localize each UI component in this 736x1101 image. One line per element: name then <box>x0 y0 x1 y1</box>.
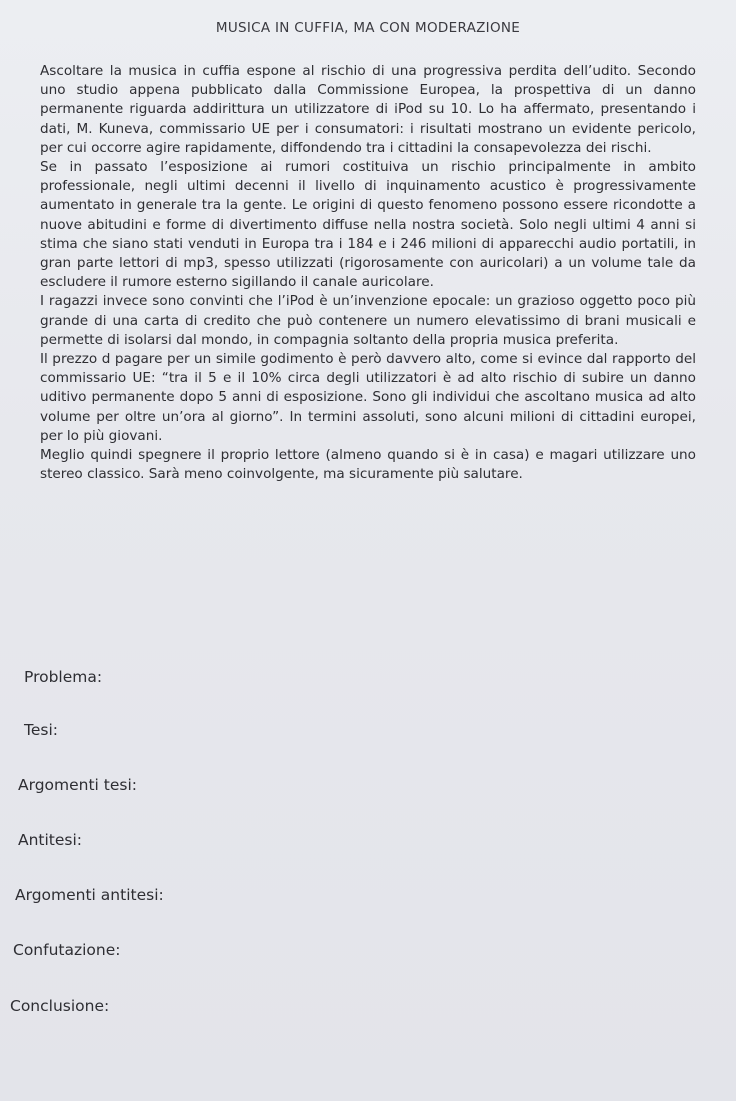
prompt-problema: Problema: <box>24 668 103 686</box>
paragraph-4: Il prezzo d pagare per un simile godimento è però davvero alto, come si evince dal rapporto del commissario UE: “tra il 5 e il 10% circa degli utilizzatori è ad alto rischio di subire un danno uditivo permanente dopo 5 anni di esposizione. Sono gli individui che ascoltano musica ad alto volume per oltre un’ora al giorno”. In termini assoluti, sono alcuni milioni di cittadini europei, per lo più giovani. <box>40 351 696 444</box>
prompt-tesi: Tesi: <box>24 721 58 739</box>
paragraph-1: Ascoltare la musica in cuffia espone al rischio di una progressiva perdita dell’udito. Secondo uno studio appena pubblicato dalla Commissione Europea, la prospettiva di un danno permanente riguarda addirittura un utilizzatore di iPod su 10. Lo ha affermato, presentando i dati, M. Kuneva, commissario UE per i consumatori: i risultati mostrano un evidente pericolo, per cui occorre agire rapidamente, diffondendo tra i cittadini la consapevolezza dei rischi. <box>40 63 696 156</box>
paragraph-2: Se in passato l’esposizione ai rumori costituiva un rischio principalmente in ambito professionale, negli ultimi decenni il livello di inquinamento acustico è progressivamente aumentato in generale tra la gente. Le origini di questo fenomeno possono essere ricondotte a nuove abitudini e forme di divertimento diffuse nella nostra società. Solo negli ultimi 4 anni si stima che siano stati venduti in Europa tra i 184 e i 246 milioni di apparecchi audio portatili, in gran parte lettori di mp3, spesso utilizzati (rigorosamente con auricolari) a un volume tale da escludere il rumore esterno sigillando il canale auricolare. <box>40 159 696 291</box>
prompt-argomenti-antitesi: Argomenti antitesi: <box>15 886 164 904</box>
article-body <box>40 62 696 484</box>
paragraph-3: I ragazzi invece sono convinti che l’iPod è un’invenzione epocale: un grazioso oggetto poco più grande di una carta di credito che può contenere un numero elevatissimo di brani musicali e permette di isolarsi dal mondo, in compagnia soltanto della propria musica preferita. <box>40 293 696 348</box>
prompt-antitesi: Antitesi: <box>18 831 83 849</box>
prompt-argomenti-tesi: Argomenti tesi: <box>18 776 138 794</box>
prompt-conclusione: Conclusione: <box>10 997 110 1015</box>
document-title: MUSICA IN CUFFIA, MA CON MODERAZIONE <box>215 20 521 36</box>
paragraph-5: Meglio quindi spegnere il proprio lettore (almeno quando si è in casa) e magari utilizzare uno stereo classico. Sarà meno coinvolgente, ma sicuramente più salutare. <box>40 447 696 483</box>
prompt-confutazione: Confutazione: <box>13 941 121 959</box>
